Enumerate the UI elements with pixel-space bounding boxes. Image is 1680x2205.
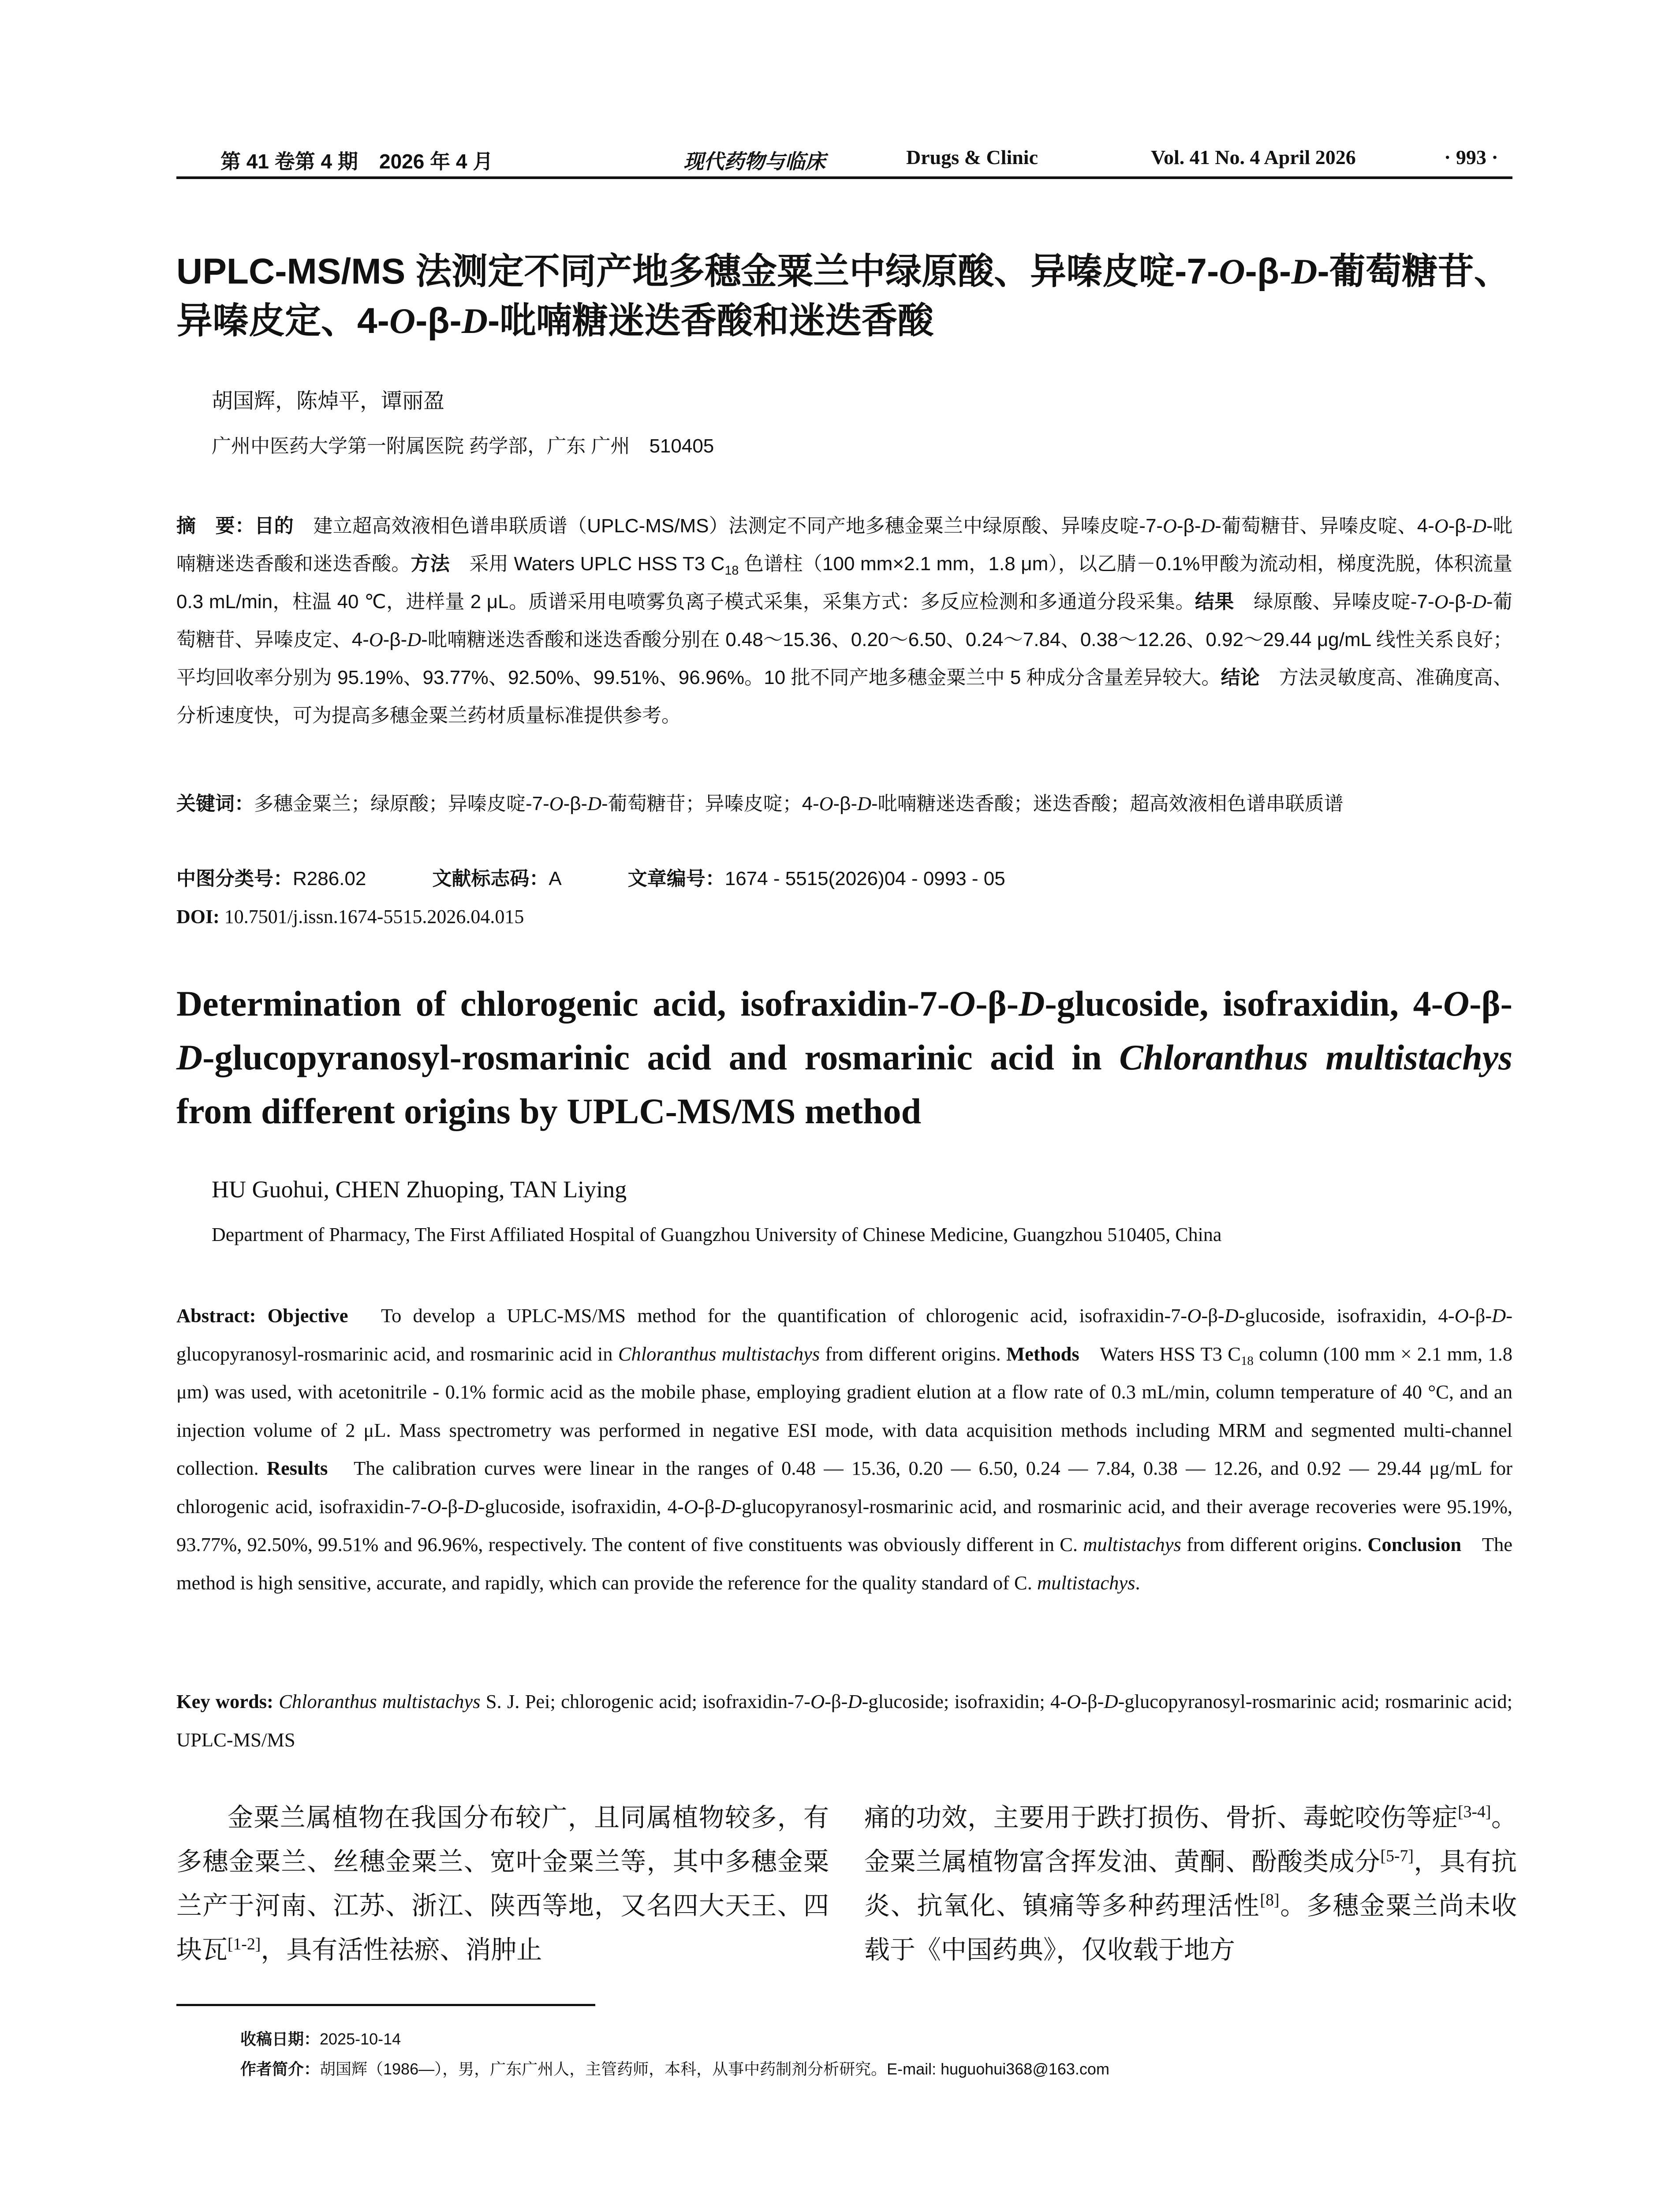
species-name: Chloranthus multistachys — [279, 1690, 481, 1712]
cn-keywords-label: 关键词： — [176, 793, 254, 815]
text: -glucoside, isofraxidin, 4- — [1238, 1304, 1455, 1327]
italic: O — [1434, 591, 1449, 613]
cn-abstract-label: 摘 要： — [176, 515, 255, 537]
article-no-label: 文章编号： — [627, 868, 725, 889]
italic: D — [1472, 591, 1486, 613]
en-methods-label: Methods — [1006, 1342, 1079, 1365]
footnote — [240, 2024, 1109, 2084]
en-results-label: Results — [266, 1457, 328, 1479]
citation-ref[interactable]: [8] — [1260, 1891, 1280, 1910]
en-authors: HU Guohui, CHEN Zhuoping, TAN Liying — [212, 1176, 627, 1203]
text: -glucopyranosyl-rosmarinic acid and rosmarinic acid in — [202, 1037, 1120, 1077]
text: 痛的功效，主要用于跌打损伤、骨折、毒蛇咬伤等症 — [864, 1803, 1458, 1832]
header-date-cn: 2026 年 4 月 — [379, 150, 493, 173]
cn-title-part: -β- — [415, 301, 462, 341]
italic: D — [587, 793, 601, 815]
en-title — [176, 977, 1512, 1138]
italic: D — [1492, 1304, 1506, 1327]
text: To develop a UPLC-MS/MS method for the quantification of chlorogenic acid, isofraxidin-7- — [348, 1304, 1187, 1327]
text: . — [1135, 1571, 1140, 1594]
italic: O — [1187, 1304, 1202, 1327]
text: ，具有活性祛瘀、消肿止 — [261, 1936, 542, 1964]
text: -β- — [1469, 983, 1512, 1024]
header-journal-cn: 现代药物与临床 — [683, 150, 825, 173]
text: -β- — [1448, 591, 1473, 613]
cn-objective-label: 目的 — [254, 515, 294, 537]
clc-value: R286.02 — [293, 868, 366, 889]
text: -glucoside; isofraxidin; 4- — [862, 1690, 1067, 1712]
text: 。金粟兰属植物富含挥发油、黄酮、酚酸类成分 — [864, 1803, 1517, 1876]
en-affiliation: Department of Pharmacy, The First Affiliated Hospital of Guangzhou University of Chinese Medicine, Guangzhou 510405, China — [212, 1224, 1222, 1245]
subscript: 18 — [724, 563, 739, 578]
text: -葡萄糖苷、异嗪皮啶、4- — [1215, 515, 1434, 537]
citation-ref[interactable]: [5-7] — [1380, 1846, 1414, 1865]
received-label: 收稿日期： — [240, 2030, 320, 2048]
text: 采用 Waters UPLC HSS T3 C — [450, 553, 725, 575]
cn-title-italic: O — [389, 301, 416, 341]
en-abstract-label: Abstract: Objective — [176, 1304, 348, 1327]
italic: D — [407, 629, 422, 650]
header-page-number: · 993 · — [1444, 146, 1498, 168]
text: -β- — [975, 983, 1019, 1024]
text: -葡萄糖苷、异嗪皮定、4- — [176, 591, 1513, 650]
text: ，具有抗炎、抗氧化、镇痛等多种药理活性 — [864, 1847, 1517, 1920]
header-rule — [176, 176, 1512, 179]
author-bio-value: 胡国辉（1986—），男，广东广州人，主管药师，本科，从事中药制剂分析研究。E-mail: huguohui368@163.com — [320, 2060, 1109, 2078]
species-name: Chloranthus multistachys — [618, 1342, 820, 1365]
header-volume-en: Vol. 41 No. 4 April 2026 — [1151, 146, 1356, 168]
text: -吡喃糖迷迭香酸；迷迭香酸；超高效液相色谱串联质谱 — [871, 793, 1344, 815]
doc-code-label: 文献标志码： — [432, 868, 549, 889]
cn-title-italic: O — [1219, 251, 1245, 292]
text: -β- — [1468, 1304, 1492, 1327]
species-name: multistachys — [1037, 1571, 1135, 1594]
en-keywords — [176, 1682, 1512, 1759]
text: 。多穗金粟兰尚未收载于《中国药典》，仅收载于地方 — [864, 1891, 1517, 1964]
italic: D — [857, 793, 871, 815]
cn-title-part: -葡萄糖苷、异嗪皮定、4- — [176, 251, 1510, 341]
cn-results-label: 结果 — [1195, 591, 1234, 613]
text: from different origins. — [1181, 1533, 1368, 1555]
text: -β- — [383, 629, 407, 650]
text: -glucopyranosyl-rosmarinic acid, and rosmarinic acid in — [176, 1304, 1513, 1365]
text: from different origins by UPLC-MS/MS method — [176, 1091, 922, 1131]
footnote-rule — [176, 2004, 595, 2006]
text: -β- — [1448, 515, 1473, 537]
text: -glucoside, isofraxidin, 4- — [1045, 983, 1443, 1024]
cn-title — [176, 247, 1512, 346]
cn-title-part: UPLC-MS/MS 法测定不同产地多穗金粟兰中绿原酸、异嗪皮啶-7- — [176, 251, 1219, 292]
cn-title-italic: D — [1291, 251, 1318, 292]
text: -β- — [563, 793, 588, 815]
received-date — [240, 2024, 1109, 2054]
subscript: 18 — [1240, 1353, 1254, 1368]
doi-value[interactable]: 10.7501/j.issn.1674-5515.2026.04.015 — [219, 906, 524, 927]
text: The method is high sensitive, accurate, and rapidly, which can provide the reference for the quality standard of C. — [176, 1533, 1513, 1594]
doc-code-value: A — [549, 868, 562, 889]
text: The calibration curves were linear in the ranges of 0.48 — 15.36, 0.20 — 6.50, 0.24 — 7.84, 0.38 — 12.26, and 0.92 — 29.44 μg/mL for chlorogenic acid, isofraxidin-7- — [176, 1457, 1512, 1517]
italic: O — [683, 1495, 698, 1517]
clc-label: 中图分类号： — [176, 868, 293, 889]
text: -β- — [1176, 515, 1201, 537]
italic: D — [1472, 515, 1487, 537]
text: -glucopyranosyl-rosmarinic acid, and rosmarinic acid, and their average recoveries were 95.19%, 93.77%, 92.50%, 99.51% and 96.96%, respectively. The content of five constituents was obviously different in C. — [176, 1495, 1512, 1555]
article-no-value: 1674 - 5515(2026)04 - 0993 - 05 — [724, 868, 1005, 889]
text: 多穗金粟兰；绿原酸；异嗪皮啶-7- — [254, 793, 549, 815]
body-column-left — [176, 1796, 829, 1972]
cn-conclusion-label: 结论 — [1221, 667, 1260, 688]
text: -β- — [825, 1690, 848, 1712]
italic: O — [1443, 983, 1470, 1024]
author-bio — [240, 2054, 1109, 2084]
italic: O — [810, 1690, 825, 1712]
italic: O — [1434, 515, 1449, 537]
italic: D — [1104, 1690, 1118, 1712]
text: 色谱柱（100 mm×2.1 mm，1.8 μm），以乙腈－0.1%甲酸为流动相，梯度洗脱，体积流量 0.3 mL/min，柱温 40 ℃，进样量 2 μL。质谱采用电喷雾负离子模式采集，采集方式：多反应检测和多通道分段采集。 — [176, 553, 1513, 613]
italic: D — [721, 1495, 735, 1517]
italic: D — [464, 1495, 478, 1517]
italic: D — [1224, 1304, 1239, 1327]
cn-title-part: -β- — [1245, 251, 1292, 292]
text: 建立超高效液相色谱串联质谱（UPLC-MS/MS）法测定不同产地多穗金粟兰中绿原酸、异嗪皮啶-7- — [294, 515, 1163, 537]
italic: D — [847, 1690, 862, 1712]
text: Waters HSS T3 C — [1079, 1342, 1241, 1365]
doi — [176, 898, 1512, 936]
text: 金粟兰属植物在我国分布较广，且同属植物较多，有多穗金粟兰、丝穗金粟兰、宽叶金粟兰等，其中多穗金粟兰产于河南、江苏、浙江、陕西等地，又名四大天王、四块瓦 — [176, 1803, 829, 1964]
en-abstract — [176, 1297, 1512, 1602]
en-conclusion-label: Conclusion — [1367, 1533, 1462, 1555]
italic: O — [369, 629, 383, 650]
cn-classification — [176, 860, 1512, 898]
cn-affiliation: 广州中医药大学第一附属医院 药学部，广东 广州 510405 — [212, 435, 714, 457]
italic: O — [819, 793, 833, 815]
header-volume-cn: 第 41 卷第 4 期 — [220, 150, 358, 173]
text: -β- — [1081, 1690, 1104, 1712]
text: column (100 mm × 2.1 mm, 1.8 μm) was used, with acetonitrile - 0.1% formic acid as the mobile phase, employing gradient elution at a flow rate of 0.3 mL/min, column temperature of 40 °C, and an injection volume of 2 μL. Mass spectrometry was performed in negative ESI mode, with data acquisition methods including MRM and segmented multi-channel collection. — [176, 1342, 1512, 1479]
cn-title-italic: D — [461, 301, 488, 341]
citation-ref[interactable]: [1-2] — [228, 1935, 261, 1954]
en-keywords-label: Key words: — [176, 1690, 279, 1712]
text: Determination of chlorogenic acid, isofraxidin-7- — [176, 983, 950, 1024]
text: -β- — [1201, 1304, 1225, 1327]
text: -吡喃糖迷迭香酸和迷迭香酸分别在 0.48～15.36、0.20～6.50、0.24～7.84、0.38～12.26、0.92～29.44 μg/mL 线性关系良好；平均回收率分别为 95.19%、93.77%、92.50%、99.51%、96.96%。10 批不同产地多穗金粟兰中 5 种成分含量差异较大。 — [176, 629, 1513, 688]
italic: O — [427, 1495, 441, 1517]
species-name: Chloranthus multistachys — [1119, 1037, 1512, 1077]
italic: D — [1201, 515, 1215, 537]
italic: O — [949, 983, 976, 1024]
italic: O — [1163, 515, 1177, 537]
text: -β- — [833, 793, 858, 815]
text: S. J. Pei; chlorogenic acid; isofraxidin-7- — [480, 1690, 810, 1712]
italic: O — [1067, 1690, 1081, 1712]
cn-keywords — [176, 785, 1512, 823]
italic: O — [549, 793, 564, 815]
text: -β- — [698, 1495, 721, 1517]
text: -β- — [441, 1495, 464, 1517]
running-header — [176, 140, 1512, 176]
italic: D — [1019, 983, 1045, 1024]
text: 绿原酸、异嗪皮啶-7- — [1234, 591, 1434, 613]
header-journal-en: Drugs & Clinic — [906, 146, 1038, 168]
species-name: multistachys — [1083, 1533, 1181, 1555]
received-value: 2025-10-14 — [320, 2030, 401, 2048]
text: -glucopyranosyl-rosmarinic acid; rosmarinic acid; UPLC-MS/MS — [176, 1690, 1513, 1751]
text: -葡萄糖苷；异嗪皮啶；4- — [601, 793, 819, 815]
cn-authors: 胡国辉，陈焯平，谭丽盈 — [212, 389, 445, 413]
cn-abstract — [176, 507, 1512, 735]
cn-title-part: -吡喃糖迷迭香酸和迷迭香酸 — [488, 301, 934, 341]
text: 方法灵敏度高、准确度高、分析速度快，可为提高多穗金粟兰药材质量标准提供参考。 — [176, 667, 1513, 726]
citation-ref[interactable]: [3-4] — [1458, 1802, 1491, 1821]
italic: D — [176, 1037, 203, 1077]
italic: O — [1454, 1304, 1469, 1327]
text: from different origins. — [820, 1342, 1007, 1365]
doi-label: DOI: — [176, 906, 220, 927]
text: -glucoside, isofraxidin, 4- — [478, 1495, 684, 1517]
cn-methods-label: 方法 — [411, 553, 450, 575]
author-bio-label: 作者简介： — [240, 2060, 320, 2078]
body-column-right — [864, 1796, 1517, 1972]
text: -吡喃糖迷迭香酸和迷迭香酸。 — [176, 515, 1513, 575]
